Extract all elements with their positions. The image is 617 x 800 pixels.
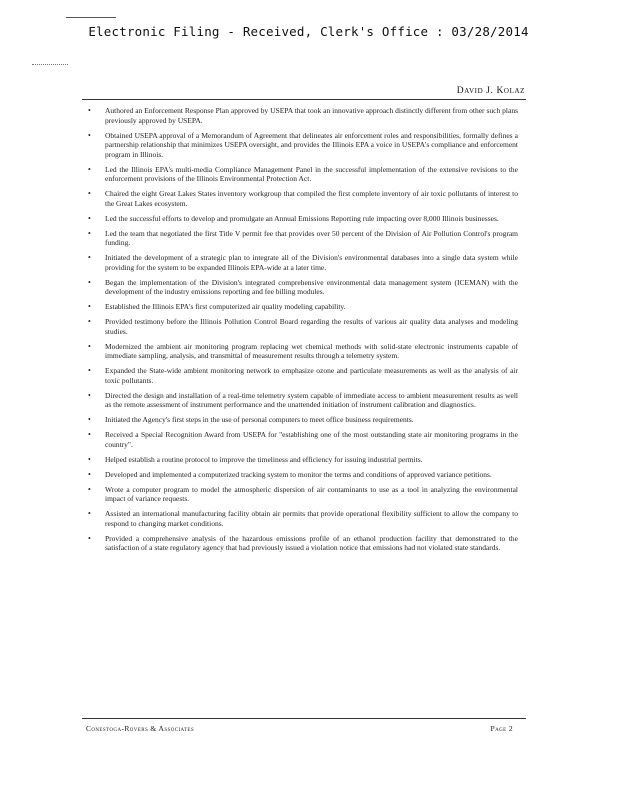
bullet-icon: • — [88, 509, 91, 518]
bullet-text: Authored an Enforcement Response Plan approved by USEPA that took an innovative approach distinctly different from other such plans previously approved by USEPA. — [105, 106, 518, 125]
header-author-name: David J. Kolaz — [456, 86, 525, 96]
bullet-icon: • — [88, 228, 91, 238]
bullet-item — [86, 391, 518, 410]
bullet-icon: • — [88, 164, 91, 174]
bullet-text: Assisted an international manufacturing facility obtain air permits that provide operational flexibility sufficient to allow the company to respond to changing market conditions. — [105, 509, 518, 528]
bullet-icon: • — [88, 366, 91, 375]
bullet-item — [86, 165, 518, 184]
bullet-icon: • — [88, 341, 91, 351]
bullet-icon: • — [88, 317, 91, 326]
bullet-item — [86, 214, 518, 224]
bullet-item — [86, 455, 518, 465]
bullet-item — [86, 302, 518, 312]
bullet-icon: • — [88, 189, 91, 198]
bullet-item — [86, 317, 518, 336]
bullet-item — [86, 189, 518, 208]
footer-rule — [82, 718, 526, 719]
bullet-item — [86, 342, 518, 361]
bullet-item — [86, 366, 518, 385]
bullet-icon: • — [88, 302, 91, 311]
bullet-item — [86, 253, 518, 272]
bullet-text: Obtained USEPA approval of a Memorandum of Agreement that delineates air enforcement roles and responsibilities, formally defines a partnership relationship that minimizes USEPA oversight, and provides the Illinois EPA a voice in USEPA's compliance and enforcement program in Illinois. — [105, 130, 518, 159]
bullet-icon: • — [88, 253, 91, 262]
bullet-icon: • — [88, 484, 91, 494]
bullet-text: Initiated the development of a strategic plan to integrate all of the Division's environmental databases into a single data system while providing for the system to be expanded Illinois EPA-wide at a later time. — [105, 253, 518, 272]
bullet-text: Led the team that negotiated the first Title V permit fee that provides over 50 percent of the Division of Air Pollution Control's program funding. — [105, 228, 518, 247]
scan-mark-left — [32, 64, 68, 65]
footer-page-number: Page 2 — [490, 724, 513, 733]
filing-stamp: Electronic Filing - Received, Clerk's Office : 03/28/2014 — [88, 24, 529, 39]
bullet-text: Directed the design and installation of a real-time telemetry system capable of immediate access to ambient measurement results as well as the remote assessment of instrument performance and the unattended initiation of instrument calibration and diagnostics. — [105, 390, 518, 409]
bullet-icon: • — [88, 277, 91, 287]
bullet-icon: • — [88, 106, 91, 115]
bullet-text: Provided a comprehensive analysis of the hazardous emissions profile of an ethanol production facility that demonstrated to the satisfaction of a state regulatory agency that had previously issued a violation notice that emissions had not violated state standards. — [105, 533, 518, 552]
bullet-text: Wrote a computer program to model the atmospheric dispersion of air contaminants to use as a tool in analyzing the environmental impact of variance requests. — [105, 484, 518, 503]
bullet-text: Provided testimony before the Illinois Pollution Control Board regarding the results of various air quality data analyses and modeling studies. — [105, 317, 518, 336]
bullet-item — [86, 229, 518, 248]
bullet-item — [86, 415, 518, 425]
bullet-icon: • — [88, 130, 91, 140]
bullet-text: Developed and implemented a computerized tracking system to monitor the terms and conditions of approved variance petitions. — [105, 469, 492, 479]
bullet-icon: • — [88, 430, 91, 439]
bullet-text: Chaired the eight Great Lakes States inventory workgroup that compiled the first complete inventory of air toxic pollutants of interest to the Great Lakes ecosystem. — [105, 189, 518, 208]
bullet-item — [86, 470, 518, 480]
bullet-text: Led the Illinois EPA's multi-media Compliance Management Panel in the successful implementation of the extensive revisions to the enforcement provisions of the Illinois Environmental Protection Act. — [105, 164, 518, 183]
bullet-item — [86, 278, 518, 297]
bullet-item — [86, 485, 518, 504]
bullet-icon: • — [88, 415, 91, 424]
bullet-text: Initiated the Agency's first steps in the use of personal computers to meet office business requirements. — [105, 415, 414, 424]
bullet-item — [86, 534, 518, 553]
bullet-item — [86, 509, 518, 528]
accomplishments-list — [86, 106, 518, 558]
bullet-text: Helped establish a routine protocol to improve the timeliness and efficiency for issuing industrial permits. — [105, 454, 423, 464]
bullet-item — [86, 131, 518, 160]
bullet-text: Began the implementation of the Division's integrated comprehensive environmental data management system (ICEMAN) with the development of the industry emissions reporting and fee billing modules. — [105, 277, 518, 296]
bullet-text: Expanded the State-wide ambient monitoring network to emphasize ozone and particulate measurements as well as the analysis of air toxic pollutants. — [105, 366, 518, 385]
bullet-icon: • — [88, 533, 91, 543]
bullet-text: Established the Illinois EPA's first computerized air quality modeling capability. — [105, 302, 346, 311]
bullet-item — [86, 430, 518, 449]
bullet-icon: • — [88, 390, 91, 400]
scan-mark-top — [66, 17, 116, 18]
footer-company: Conestoga-Rovers & Associates — [86, 724, 195, 733]
header-rule — [82, 99, 526, 100]
bullet-text: Led the successful efforts to develop and promulgate an Annual Emissions Reporting rule impacting over 8,000 Illinois businesses. — [105, 213, 499, 223]
bullet-text: Received a Special Recognition Award from USEPA for "establishing one of the most outstanding state air monitoring programs in the country". — [105, 430, 518, 449]
bullet-text: Modernized the ambient air monitoring program replacing wet chemical methods with solid-state electronic instruments capable of immediate sampling, analysis, and transmittal of measurement results through a telemetry system. — [105, 341, 518, 360]
bullet-icon: • — [88, 454, 91, 464]
bullet-item — [86, 106, 518, 125]
bullet-icon: • — [88, 469, 91, 479]
bullet-icon: • — [88, 213, 91, 223]
